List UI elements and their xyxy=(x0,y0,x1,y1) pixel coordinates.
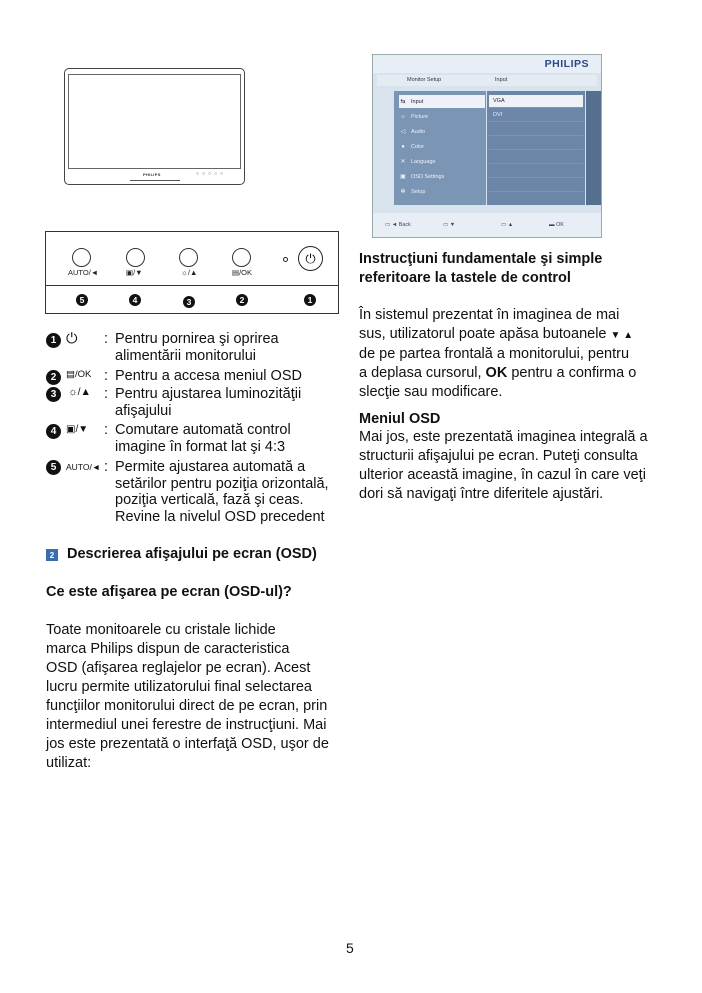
osd-footer-back: ▭ ◄ Back xyxy=(385,222,411,228)
osd-header xyxy=(373,55,601,73)
osd-screenshot xyxy=(372,54,602,238)
osd-sub-menu xyxy=(487,91,585,205)
format-button-diagram xyxy=(126,248,145,267)
osd-menu-osd-settings: ▣ OSD Settings xyxy=(400,173,445,180)
right-paragraph-1: În sistemul prezentat în imaginea de mai sus, utilizatorul poate apăsa butoanele ▼ ▲ de pe partea frontală a monitorului, pentru a deplasa cursorul, OK pentru a confirma o slecţie sau modificare. xyxy=(359,307,637,400)
language-icon: ✕ xyxy=(400,159,406,165)
section-question: Ce este afişarea pe ecran (OSD-ul)? xyxy=(46,584,292,600)
right-heading: Instrucţiuni fundamentale şi simple referitoare la tastele de control xyxy=(359,251,603,286)
panel-label-auto: AUTO/◄ xyxy=(68,268,99,277)
monitor-buttons: ○○○○○ xyxy=(196,171,227,177)
list-num-1: 1 xyxy=(46,333,61,348)
osd-title-left: Monitor Setup xyxy=(407,77,442,83)
power-icon: ⏻ xyxy=(305,250,316,266)
panel-divider xyxy=(45,285,339,286)
osd-menu-input: ⇆ Input xyxy=(399,95,485,108)
menu-button-diagram xyxy=(232,248,251,267)
section-number-badge: 2 xyxy=(46,549,58,561)
panel-label-menu: ▤/OK xyxy=(232,268,253,277)
callout-2: 2 xyxy=(236,294,248,306)
monitor-screen xyxy=(68,74,241,169)
brightness-icon: ☼/▲ xyxy=(68,386,91,398)
auto-icon: AUTO/◄ xyxy=(66,462,101,472)
menu-icon: ▤/OK xyxy=(66,369,92,380)
osd-footer-up: ▭ ▲ xyxy=(501,222,514,228)
list-num-4: 4 xyxy=(46,424,61,439)
monitor-logo: PHILIPS xyxy=(143,172,161,177)
osd-footer-down: ▭ ▼ xyxy=(443,222,456,228)
auto-button-diagram xyxy=(72,248,91,267)
list-item-1: Pentru pornirea şi oprirea alimentării monitorului xyxy=(115,331,279,364)
format-icon: ▣/▼ xyxy=(66,424,89,435)
osd-footer-ok: ▬ OK xyxy=(549,222,564,228)
callout-3: 3 xyxy=(183,296,195,308)
osd-menu-audio: ◁ Audio xyxy=(400,128,426,135)
list-num-5: 5 xyxy=(46,460,61,475)
settings-icon: ▣ xyxy=(400,174,406,180)
list-item-5: Permite ajustarea automată a setărilor pentru poziţia orizontală, poziţia verticală, fază şi ceas. Revine la nivelul OSD precedent xyxy=(115,459,329,525)
section-title: Descrierea afişajului pe ecran (OSD) xyxy=(67,546,317,562)
color-icon: ● xyxy=(401,143,405,150)
callout-5: 5 xyxy=(76,294,88,306)
brightness-button-diagram xyxy=(179,248,198,267)
list-item-2: Pentru a accesa meniul OSD xyxy=(115,368,302,384)
osd-brand-logo: PHILIPS xyxy=(544,58,589,70)
osd-menu-picture: ☼ Picture xyxy=(400,113,429,120)
picture-icon: ☼ xyxy=(400,113,406,120)
osd-menu-heading: Meniul OSD xyxy=(359,411,441,427)
osd-title-right: Input xyxy=(495,77,508,83)
monitor-bezel-line xyxy=(130,178,180,181)
list-num-2: 2 xyxy=(46,370,61,385)
osd-sub-empty xyxy=(489,179,583,192)
arrow-icons: ▼ ▲ xyxy=(610,330,634,341)
callout-1: 1 xyxy=(304,294,316,306)
power-led xyxy=(283,257,288,262)
list-item-3: Pentru ajustarea luminozităţii afişajului xyxy=(115,386,302,419)
osd-menu-language: ✕ Language xyxy=(400,158,436,165)
osd-titlebar xyxy=(377,75,597,86)
panel-label-format: ▣/▼ xyxy=(126,268,143,277)
right-paragraph-2: Mai jos, este prezentată imaginea integrală a structurii afişajului pe ecran. Puteţi consulta ulterior această imagine, în cazul în care veţi dori să navigaţi între diferitele ajustări. xyxy=(359,429,648,502)
callout-4: 4 xyxy=(129,294,141,306)
osd-sub-empty xyxy=(489,165,583,178)
list-num-3: 3 xyxy=(46,387,61,402)
power-button-diagram xyxy=(298,246,323,271)
gear-icon: ✻ xyxy=(400,189,406,195)
power-icon: ⏻ xyxy=(66,331,78,347)
osd-footer xyxy=(373,213,601,237)
osd-menu-color: ● Color xyxy=(399,140,485,153)
osd-sub-empty xyxy=(489,151,583,164)
panel-label-brightness: ☼/▲ xyxy=(181,268,198,277)
osd-sub-empty xyxy=(489,137,583,150)
speaker-icon: ◁ xyxy=(400,129,406,135)
osd-main-menu xyxy=(394,91,486,205)
section-body: Toate monitoarele cu cristale lichide marca Philips dispun de caracteristica OSD (afişarea reglajelor pe ecran). Acest lucru permite utilizatorului final selectarea funcţiilor monitorului direct de pe ecran, prin intermediul unei ferestre de instrucţiuni. Mai jos este prezentată o interfaţă OSD, uşor de utilizat: xyxy=(46,622,329,771)
input-icon: ⇆ xyxy=(400,99,406,105)
page-number: 5 xyxy=(346,940,354,956)
osd-menu-setup: ✻ Setup xyxy=(400,188,426,195)
osd-side-strip xyxy=(586,91,601,205)
osd-sub-dvi: DVI xyxy=(489,109,583,122)
osd-sub-empty xyxy=(489,123,583,136)
osd-sub-vga: VGA xyxy=(489,95,583,108)
list-item-4: Comutare automată control imagine în format lat şi 4:3 xyxy=(115,422,291,455)
